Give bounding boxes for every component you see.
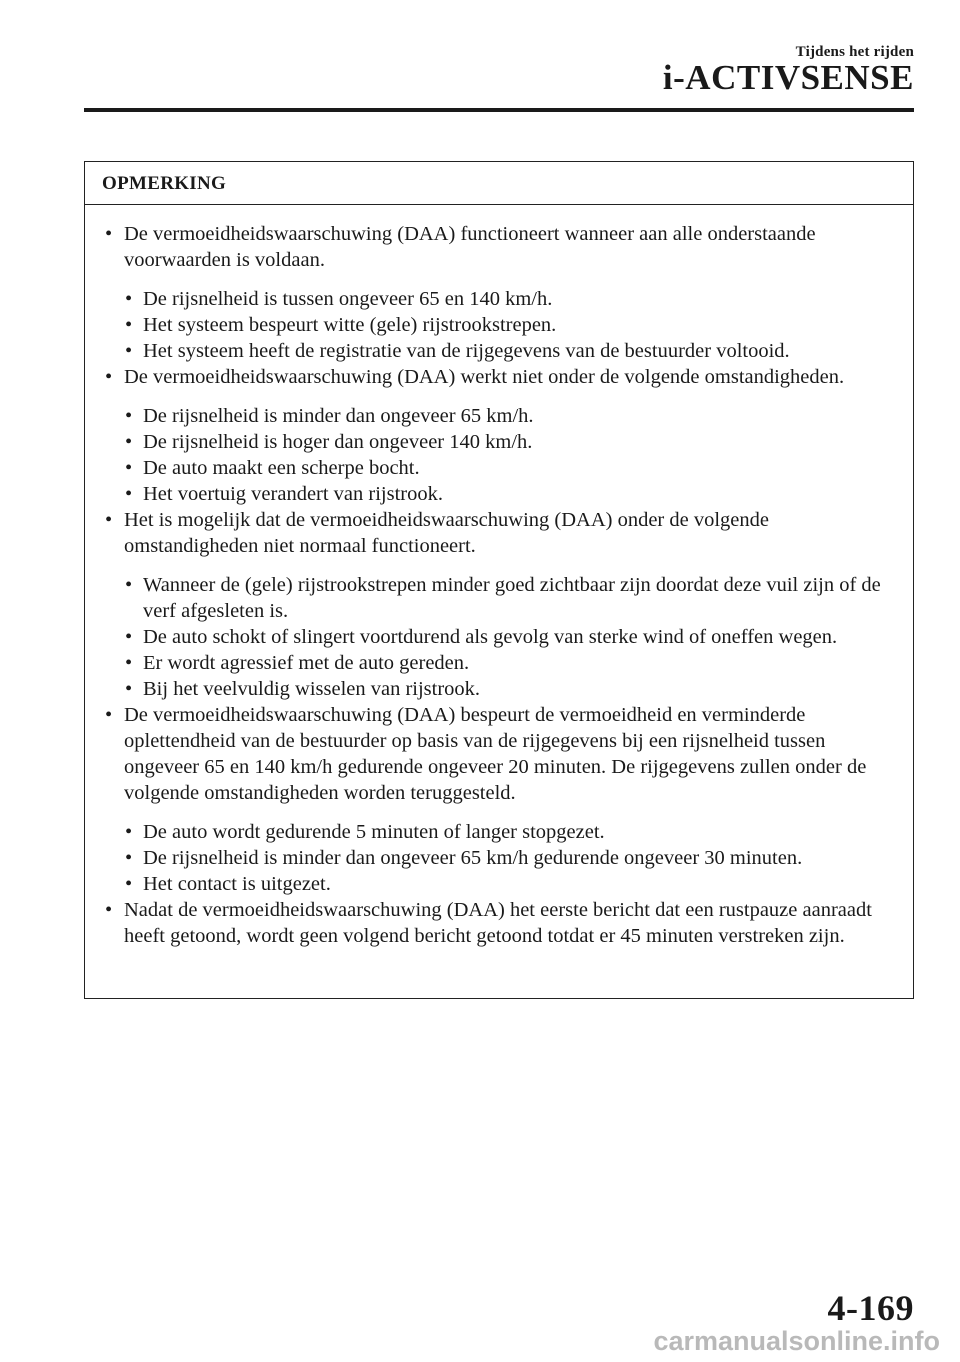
note-subitem-text: Het systeem heeft de registratie van de rijgegevens van de bestuurder voltooid. xyxy=(143,340,790,362)
note-title: OPMERKING xyxy=(85,162,913,205)
note-item xyxy=(85,702,913,806)
bullet-icon: • xyxy=(125,847,133,869)
note-item xyxy=(85,221,913,273)
bullet-icon: • xyxy=(105,704,113,726)
chapter-title: i-ACTIVSENSE xyxy=(662,58,914,97)
bullet-icon: • xyxy=(125,821,133,843)
note-subitem-text: Het systeem bespeurt witte (gele) rijstrookstrepen. xyxy=(143,314,557,336)
note-item-text: Nadat de vermoeidheidswaarschuwing (DAA) het eerste bericht dat een rustpauze aanraadt heeft getoond, wordt geen volgend bericht getoond totdat er 45 minuten verstreken zijn. xyxy=(124,899,872,947)
bullet-icon: • xyxy=(125,574,133,596)
note-subitem xyxy=(85,403,913,429)
note-box xyxy=(84,161,914,999)
note-subitem-text: Wanneer de (gele) rijstrookstrepen minder goed zichtbaar zijn doordat deze vuil zijn of de verf afgesleten is. xyxy=(143,574,881,622)
bullet-icon: • xyxy=(105,366,113,388)
bullet-icon: • xyxy=(125,626,133,648)
note-subitem xyxy=(85,286,913,312)
note-subitem xyxy=(85,572,913,624)
bullet-icon: • xyxy=(125,288,133,310)
note-subitem xyxy=(85,624,913,650)
note-subitem-text: De auto schokt of slingert voortdurend als gevolg van sterke wind of oneffen wegen. xyxy=(143,626,838,648)
note-item-text: Het is mogelijk dat de vermoeidheidswaarschuwing (DAA) onder de volgende omstandigheden niet normaal functioneert. xyxy=(124,509,769,557)
bullet-icon: • xyxy=(105,899,113,921)
note-subitem xyxy=(85,819,913,845)
note-subitem xyxy=(85,871,913,897)
note-subitem xyxy=(85,481,913,507)
note-subitem-text: De auto maakt een scherpe bocht. xyxy=(143,457,420,479)
header-divider xyxy=(84,108,914,112)
note-body xyxy=(85,205,913,949)
note-sublist xyxy=(85,819,913,897)
note-subitem-text: Het voertuig verandert van rijstrook. xyxy=(143,483,444,505)
note-subitem-text: Het contact is uitgezet. xyxy=(143,873,331,895)
bullet-icon: • xyxy=(125,314,133,336)
note-sublist xyxy=(85,286,913,364)
note-subitem xyxy=(85,845,913,871)
note-item-text: De vermoeidheidswaarschuwing (DAA) functioneert wanneer aan alle onderstaande voorwaarden is voldaan. xyxy=(124,223,816,271)
note-subitem-text: De rijsnelheid is minder dan ongeveer 65 km/h gedurende ongeveer 30 minuten. xyxy=(143,847,803,869)
bullet-icon: • xyxy=(125,483,133,505)
note-subitem xyxy=(85,650,913,676)
bullet-icon: • xyxy=(125,457,133,479)
bullet-icon: • xyxy=(125,340,133,362)
note-item xyxy=(85,364,913,390)
bullet-icon: • xyxy=(105,509,113,531)
bullet-icon: • xyxy=(125,405,133,427)
note-subitem xyxy=(85,338,913,364)
note-item xyxy=(85,507,913,559)
section-label: Tijdens het rijden xyxy=(795,44,914,60)
bullet-icon: • xyxy=(125,678,133,700)
note-subitem-text: De rijsnelheid is tussen ongeveer 65 en 140 km/h. xyxy=(143,288,553,310)
bullet-icon: • xyxy=(125,431,133,453)
bullet-icon: • xyxy=(105,223,113,245)
note-subitem xyxy=(85,676,913,702)
note-subitem-text: De rijsnelheid is hoger dan ongeveer 140 km/h. xyxy=(143,431,533,453)
note-sublist xyxy=(85,572,913,702)
note-subitem-text: Er wordt agressief met de auto gereden. xyxy=(143,652,470,674)
note-subitem xyxy=(85,429,913,455)
watermark: carmanualsonline.info xyxy=(653,1326,940,1356)
note-subitem-text: De rijsnelheid is minder dan ongeveer 65 km/h. xyxy=(143,405,534,427)
bullet-icon: • xyxy=(125,652,133,674)
page-number: 4-169 xyxy=(827,1288,914,1328)
note-item-text: De vermoeidheidswaarschuwing (DAA) bespeurt de vermoeidheid en verminderde oplettendheid van de bestuurder op basis van de rijgegevens bij een rijsnelheid tussen ongeveer 65 en 140 km/h gedurende ongeveer 20 minuten. De rijgegevens zullen onder de volgende omstandigheden worden teruggesteld. xyxy=(124,704,867,804)
note-item-text: De vermoeidheidswaarschuwing (DAA) werkt niet onder de volgende omstandigheden. xyxy=(124,366,845,388)
note-subitem xyxy=(85,455,913,481)
note-item xyxy=(85,897,913,949)
note-subitem-text: De auto wordt gedurende 5 minuten of langer stopgezet. xyxy=(143,821,605,843)
note-sublist xyxy=(85,403,913,507)
note-subitem-text: Bij het veelvuldig wisselen van rijstrook. xyxy=(143,678,481,700)
note-subitem xyxy=(85,312,913,338)
bullet-icon: • xyxy=(125,873,133,895)
